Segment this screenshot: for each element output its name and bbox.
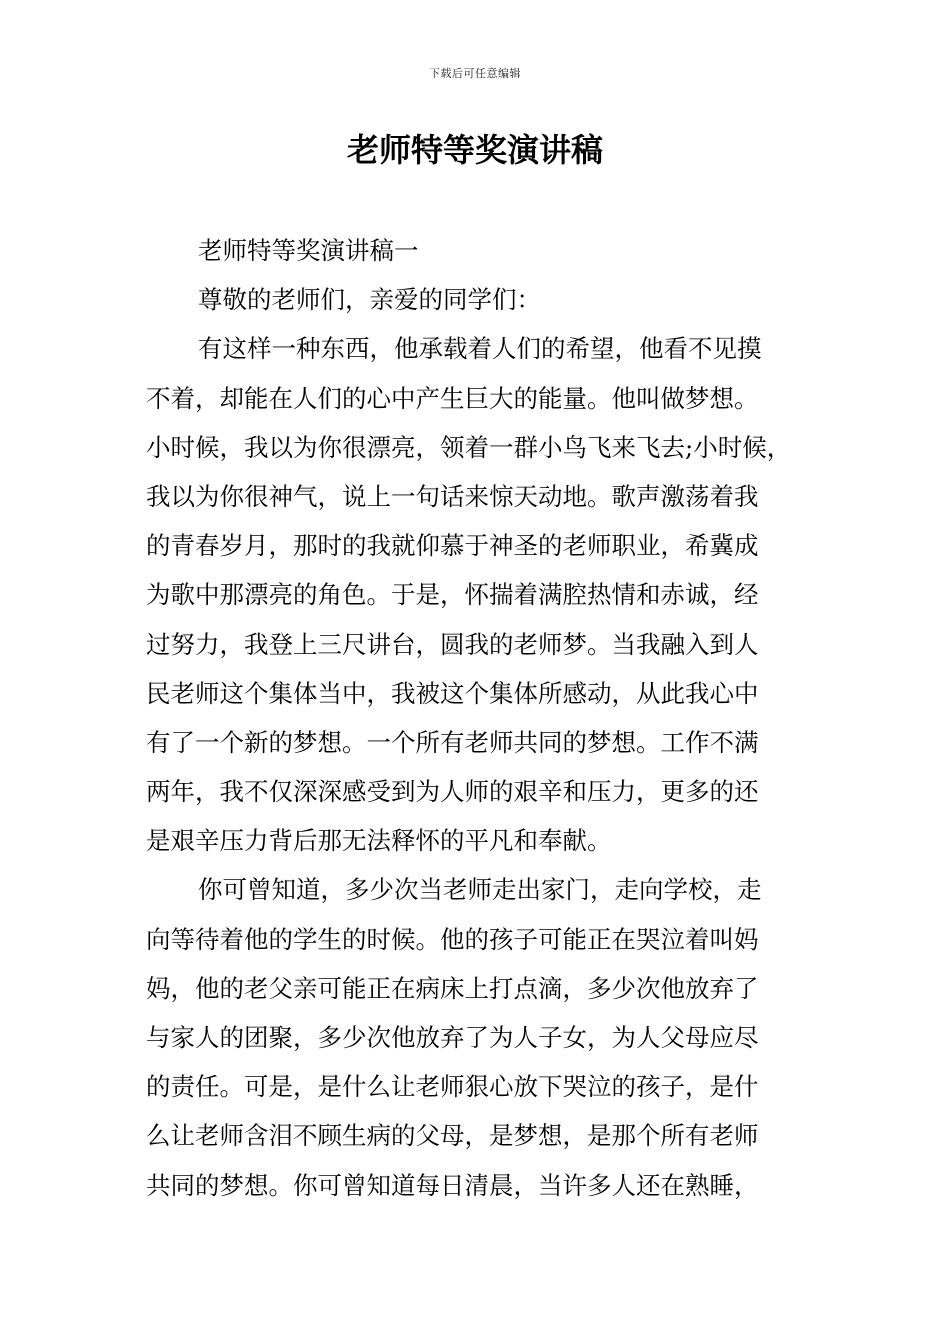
- paragraph-line: 不着，却能在人们的心中产生巨大的能量。他叫做梦想。: [146, 383, 759, 413]
- paragraph-line: 为歌中那漂亮的角色。于是，怀揣着满腔热情和赤诚，经: [146, 580, 759, 610]
- document-title: 老师特等奖演讲稿: [346, 131, 603, 169]
- paragraph-line: 的青春岁月，那时的我就仰慕于神圣的老师职业，希冀成: [146, 531, 759, 561]
- paragraph-line: 我以为你很神气，说上一句话来惊天动地。歌声激荡着我: [146, 481, 759, 511]
- paragraph-line: 民老师这个集体当中，我被这个集体所感动，从此我心中: [146, 678, 759, 708]
- header-note: 下载后可任意编辑: [429, 67, 521, 80]
- paragraph-line: 共同的梦想。你可曾知道每日清晨，当许多人还在熟睡，: [146, 1170, 759, 1200]
- paragraph-line: 向等待着他的学生的时候。他的孩子可能正在哭泣着叫妈: [146, 924, 759, 954]
- salutation: 尊敬的老师们，亲爱的同学们：: [198, 285, 541, 315]
- paragraph-line: 你可曾知道，多少次当老师走出家门，走向学校，走: [198, 875, 762, 905]
- paragraph-line: 过努力，我登上三尺讲台，圆我的老师梦。当我融入到人: [146, 629, 759, 659]
- section-heading: 老师特等奖演讲稿一: [198, 236, 419, 265]
- paragraph-line: 与家人的团聚，多少次他放弃了为人子女，为人父母应尽: [146, 1023, 759, 1052]
- document-body: [146, 226, 826, 1210]
- paragraph-line: 是艰辛压力背后那无法释怀的平凡和奉献。: [146, 826, 612, 856]
- paragraph-line: 小时候，我以为你很漂亮，领着一群小鸟飞来飞去;小时候，: [146, 432, 792, 462]
- paragraph-line: 两年，我不仅深深感受到为人师的艰辛和压力，更多的还: [146, 777, 759, 807]
- paragraph-line: 妈，他的老父亲可能正在病床上打点滴，多少次他放弃了: [146, 973, 759, 1003]
- paragraph-line: 么让老师含泪不顾生病的父母，是梦想，是那个所有老师: [146, 1121, 759, 1151]
- paragraph-line: 有了一个新的梦想。一个所有老师共同的梦想。工作不满: [146, 727, 759, 757]
- paragraph-line: 的责任。可是，是什么让老师狠心放下哭泣的孩子，是什: [146, 1072, 759, 1102]
- paragraph-line: 有这样一种东西，他承载着人们的希望，他看不见摸: [198, 334, 762, 364]
